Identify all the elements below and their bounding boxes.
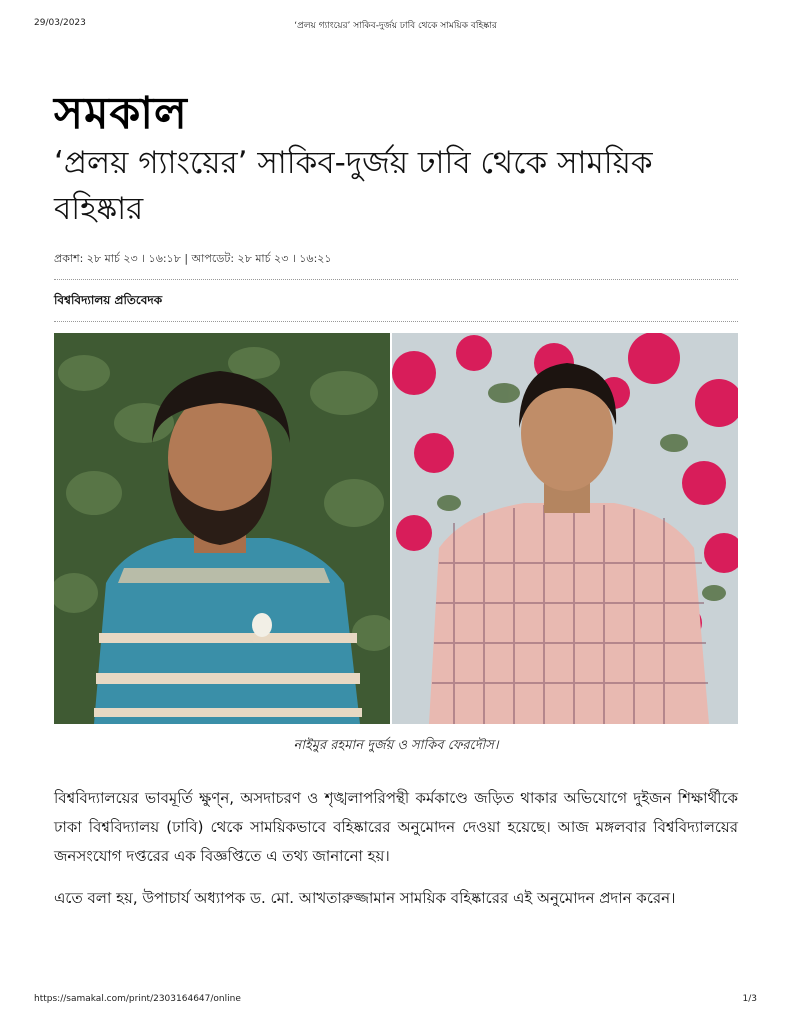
photo-caption: নাইমুর রহমান দুর্জয় ও সাকিব ফেরদৌস। — [293, 738, 499, 753]
divider — [54, 321, 738, 322]
article-paragraph: এতে বলা হয়, উপাচার্য অধ্যাপক ড. মো. আখতারুজ্জামান সাময়িক বহিষ্কারের এই অনুমোদন প্রদান করেন। — [54, 889, 676, 907]
print-date: 29/03/2023 — [34, 18, 86, 28]
print-header — [34, 18, 757, 32]
print-footer — [34, 994, 757, 1008]
publish-meta: প্রকাশ: ২৮ মার্চ ২৩ । ১৬:১৮ | আপডেট: ২৮ মার্চ ২৩ । ১৬:২১ — [54, 252, 332, 265]
page-number: 1/3 — [742, 994, 757, 1004]
article-photo — [54, 333, 738, 724]
article-paragraph: বিশ্ববিদ্যালয়ের ভাবমূর্তি ক্ষুণ্ন, অসদাচরণ ও শৃঙ্খলাপরিপন্থী কর্মকাণ্ডে জড়িত থাকার অভিযোগে দুইজন শিক্ষার্থীকে ঢাকা বিশ্ববিদ্যালয় (ঢাবি) থেকে সাময়িকভাবে বহিষ্কারের অনুমোদন দেওয়া হয়েছে। আজ মঙ্গলবার বিশ্ববিদ্যালয়ের জনসংযোগ দপ্তরের এক বিজ্ঞপ্তিতে এ তথ্য জানানো হয়। — [54, 789, 738, 865]
print-url: https://samakal.com/print/2303164647/online — [34, 994, 241, 1004]
samakal-logo: সমকাল — [54, 88, 188, 139]
reporter-byline: বিশ্ববিদ্যালয় প্রতিবেদক — [54, 293, 163, 307]
divider — [54, 279, 738, 280]
print-title: ‘প্রলয় গ্যাংয়ের’ সাকিব-দুর্জয় ঢাবি থেকে সাময়িক বহিষ্কার — [294, 21, 497, 31]
article-headline: ‘প্রলয় গ্যাংয়ের’ সাকিব-দুর্জয় ঢাবি থেকে সাময়িক বহিষ্কার — [54, 145, 653, 227]
